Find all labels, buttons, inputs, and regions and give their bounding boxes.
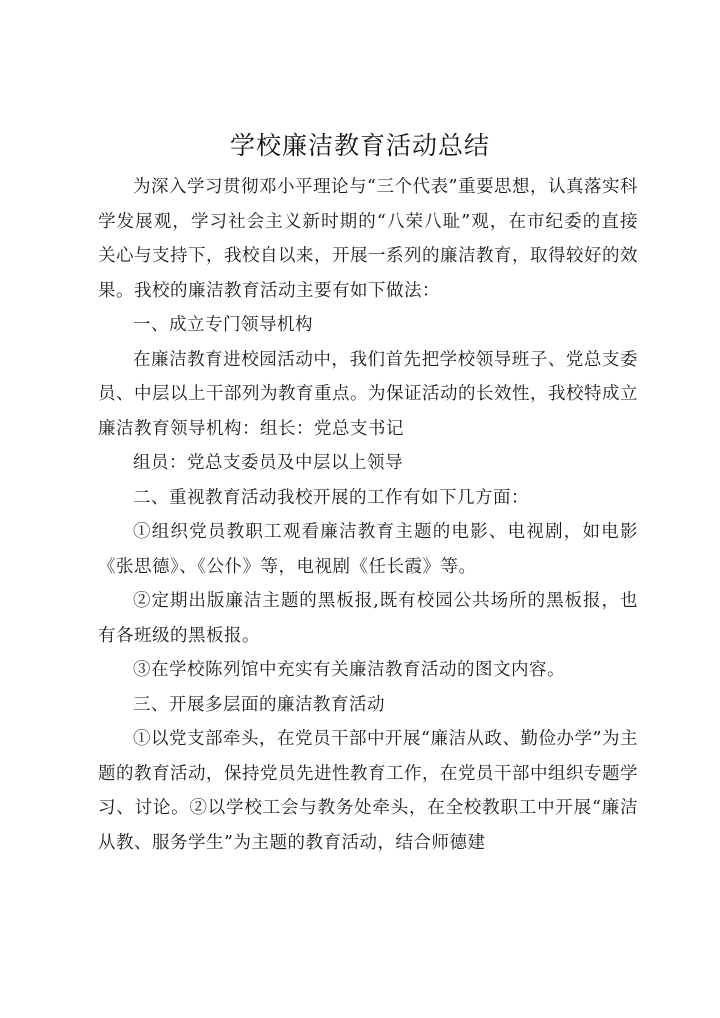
- paragraph-section-3: ①以党支部牵头，在党员干部中开展“廉洁从政、勤俭办学”为主题的教育活动，保持党员先进性教育工作，在党员干部中组织专题学习、讨论。②以学校工会与教务处牵头，在全校教职工中开展“廉洁从教、服务学生”为主题的教育活动，结合师德建: [98, 729, 638, 853]
- paragraph-intro: 为深入学习贯彻邓小平理论与“三个代表”重要思想，认真落实科学发展观，学习社会主义新时期的“八荣八耻”观，在市纪委的直接关心与支持下，我校自以来，开展一系列的廉洁教育，取得较好的效果。我校的廉洁教育活动主要有如下做法：: [98, 177, 638, 301]
- paragraph-members: 组员：党总支委员及中层以上领导: [133, 453, 403, 473]
- section-heading-2: 二、重视教育活动我校开展的工作有如下几方面：: [133, 487, 529, 508]
- section-heading-3: 三、开展多层面的廉洁教育活动: [133, 694, 385, 715]
- list-item-2: ②定期出版廉洁主题的黑板报,既有校园公共场所的黑板报，也有各班级的黑板报。: [98, 591, 638, 646]
- list-item-1: ①组织党员教职工观看廉洁教育主题的电影、电视剧，如电影《张思德》、《公仆》等，电视剧《任长霞》等。: [98, 522, 638, 577]
- list-item-3: ③在学校陈列馆中充实有关廉洁教育活动的图文内容。: [133, 660, 565, 680]
- paragraph-section-1: 在廉洁教育进校园活动中，我们首先把学校领导班子、党总支委员、中层以上干部列为教育重点。为保证活动的长效性，我校特成立廉洁教育领导机构：组长：党总支书记: [98, 349, 638, 439]
- document-body: [98, 170, 638, 860]
- document-title: 学校廉洁教育活动总结: [229, 131, 490, 160]
- section-heading-1: 一、成立专门领导机构: [133, 315, 313, 335]
